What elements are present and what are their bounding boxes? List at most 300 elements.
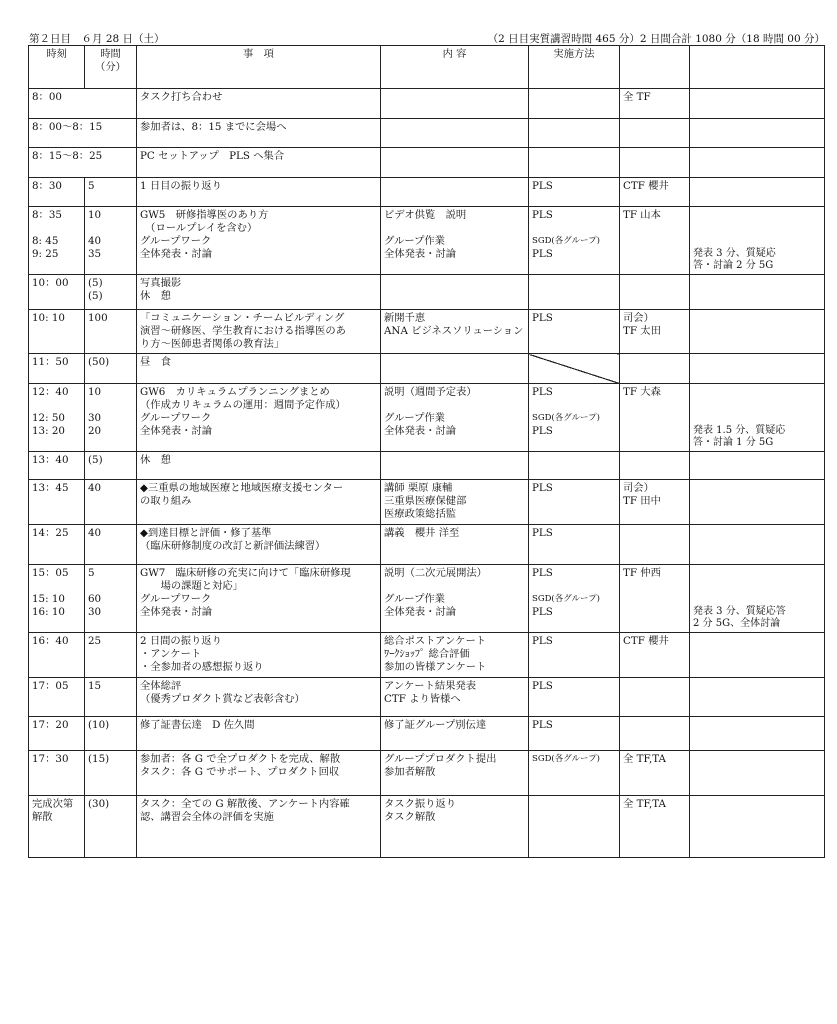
cell-method — [529, 310, 620, 354]
cell-staff — [620, 178, 690, 207]
cell-staff — [620, 119, 690, 148]
cell-note — [690, 275, 825, 310]
col-header-staff — [620, 46, 690, 89]
col-header-time: 時刻 — [29, 46, 85, 89]
cell-method — [529, 89, 620, 119]
cell-method — [529, 751, 620, 796]
col-header-duration-line: （分） — [95, 61, 126, 73]
cell-content — [381, 452, 529, 480]
cell-item-line: グループワーク — [140, 235, 212, 247]
cell-note-line — [693, 399, 821, 412]
cell-staff — [620, 525, 690, 565]
cell-item — [137, 354, 381, 384]
cell-time-line: 16: 10 — [32, 606, 65, 618]
cell-duration-line: (30) — [88, 798, 110, 810]
table-row — [29, 119, 825, 148]
cell-content — [381, 178, 529, 207]
cell-content-line — [384, 580, 525, 593]
cell-method-line: SGD(各グループ) — [532, 236, 600, 246]
cell-item-line: 1 日目の振り返り — [140, 180, 222, 192]
cell-note — [690, 565, 825, 633]
cell-time — [29, 354, 85, 384]
cell-time — [29, 310, 85, 354]
cell-method-line: PLS — [532, 527, 553, 539]
cell-time — [29, 751, 85, 796]
cell-item — [137, 717, 381, 751]
cell-content — [381, 207, 529, 275]
cell-time-line: 8：00〜8：15 — [32, 121, 103, 133]
cell-item-line: の取り組み — [140, 495, 192, 507]
cell-content-line: 説明（週間予定表） — [384, 386, 477, 398]
cell-content-line: 三重県医療保健部 — [384, 495, 467, 507]
cell-item-line: グループワーク — [140, 593, 212, 605]
cell-note — [690, 525, 825, 565]
table-row — [29, 207, 825, 275]
cell-content — [381, 384, 529, 452]
cell-staff — [620, 89, 690, 119]
cell-content-line: 全体発表・討論 — [384, 248, 457, 260]
cell-item — [137, 452, 381, 480]
cell-content — [381, 633, 529, 678]
table-row — [29, 275, 825, 310]
cell-duration — [85, 310, 137, 354]
cell-time-line: 13：45 — [32, 482, 69, 494]
cell-content-line: 修了証グループ別伝達 — [384, 719, 487, 731]
cell-item-line: （優秀プロダクト賞など表彰含む） — [140, 693, 305, 705]
cell-duration-line: (50) — [88, 356, 110, 368]
cell-time-line: 10: 10 — [32, 312, 65, 324]
cell-note — [690, 178, 825, 207]
cell-duration-line: 5 — [88, 180, 95, 192]
cell-duration-line — [88, 222, 133, 235]
cell-time-line: 15: 10 — [32, 593, 65, 605]
cell-staff — [620, 717, 690, 751]
cell-duration-line — [88, 399, 133, 412]
cell-time — [29, 565, 85, 633]
cell-content — [381, 751, 529, 796]
cell-duration-line: 30 — [88, 412, 102, 424]
cell-content — [381, 717, 529, 751]
cell-note-line: 発表 3 分、質疑応答 — [693, 606, 786, 617]
page-header-date: 第２日目 ６月 28 日（土） — [29, 33, 165, 45]
table-row — [29, 148, 825, 178]
cell-method-line: PLS — [532, 425, 553, 437]
cell-method-line: PLS — [532, 606, 553, 618]
cell-item — [137, 751, 381, 796]
cell-time-line: 17：05 — [32, 680, 69, 692]
cell-duration — [85, 565, 137, 633]
table-row — [29, 310, 825, 354]
cell-time-line: 8：00 — [32, 91, 62, 103]
cell-content-line: 全体発表・討論 — [384, 425, 457, 437]
cell-content — [381, 148, 529, 178]
cell-time-line: 17：20 — [32, 719, 69, 731]
cell-method-line: PLS — [532, 248, 553, 260]
cell-method-line: SGD(各グループ) — [532, 754, 600, 764]
cell-time-line: 15：05 — [32, 567, 69, 579]
cell-content-line — [384, 222, 525, 235]
cell-method-line — [532, 580, 616, 593]
cell-note-line — [693, 386, 821, 399]
cell-method-line: SGD(各グループ) — [532, 413, 600, 423]
cell-staff — [620, 354, 690, 384]
cell-time-line: 8：30 — [32, 180, 62, 192]
cell-item — [137, 148, 381, 178]
table-row — [29, 384, 825, 452]
cell-item — [137, 796, 381, 858]
cell-item — [137, 89, 381, 119]
cell-item-line: GW7 臨床研修の充実に向けて「臨床研修現 — [140, 567, 351, 579]
cell-method — [529, 207, 620, 275]
cell-note — [690, 384, 825, 452]
cell-method — [529, 148, 620, 178]
cell-method-line: PLS — [532, 180, 553, 192]
cell-duration — [85, 678, 137, 717]
cell-item-line: GW6 カリキュラムプランニングまとめ — [140, 386, 330, 398]
cell-duration-line: (5) — [88, 290, 103, 302]
cell-time-line: 8: 45 — [32, 235, 59, 247]
cell-content — [381, 119, 529, 148]
cell-time — [29, 384, 85, 452]
cell-staff — [620, 633, 690, 678]
cell-time — [29, 452, 85, 480]
table-header-row — [29, 46, 825, 89]
cell-note-line: 発表 1.5 分、質疑応 — [693, 425, 786, 436]
cell-item-line: 「コミュニケーション・チームビルディング — [140, 312, 345, 324]
cell-content-line: 参加者解散 — [384, 766, 436, 778]
cell-method-line: SGD(各グループ) — [532, 594, 600, 604]
table-row — [29, 565, 825, 633]
cell-duration-line: 100 — [88, 312, 108, 324]
cell-duration-line: 40 — [88, 235, 102, 247]
cell-time-line: 12: 50 — [32, 412, 65, 424]
cell-content-line: 新開千恵 — [384, 312, 426, 324]
cell-content-line: グループプロダクト提出 — [384, 753, 497, 765]
cell-staff-line: TF 仲西 — [623, 567, 661, 579]
cell-staff-line: CTF 櫻井 — [623, 180, 669, 192]
cell-item — [137, 525, 381, 565]
cell-content-line: タスク振り返り — [384, 798, 457, 810]
cell-time-line: 11：50 — [32, 356, 69, 368]
cell-method — [529, 678, 620, 717]
cell-item-line: タスク：各 G でサポート、プロダクト回収 — [140, 766, 340, 778]
cell-time — [29, 89, 137, 119]
cell-note — [690, 89, 825, 119]
cell-method-line: PLS — [532, 209, 553, 221]
cell-item-line: タスク：全ての G 解散後、アンケート内容確 — [140, 798, 350, 810]
cell-duration — [85, 207, 137, 275]
cell-staff-line: TF 太田 — [623, 325, 661, 337]
table-row — [29, 354, 825, 384]
page-header-total-time: （2 日目実質講習時間 465 分）2 日間合計 1080 分（18 時間 00 分） — [487, 33, 825, 45]
table-row — [29, 678, 825, 717]
cell-time — [29, 796, 85, 858]
cell-time — [29, 178, 85, 207]
cell-item-line: 場の課題と対応」 — [140, 580, 243, 592]
cell-note — [690, 678, 825, 717]
cell-content-line: タスク解散 — [384, 811, 436, 823]
cell-method — [529, 565, 620, 633]
table-row — [29, 452, 825, 480]
cell-content — [381, 275, 529, 310]
cell-time-line: 13：40 — [32, 454, 69, 466]
cell-content — [381, 354, 529, 384]
cell-item-line: 写真撮影 — [140, 277, 182, 289]
cell-content-line: 全体発表・討論 — [384, 606, 457, 618]
cell-note-line — [693, 412, 821, 425]
cell-content-line: グループ作業 — [384, 412, 445, 424]
cell-duration — [85, 480, 137, 525]
cell-item-line: GW5 研修指導医のあり方 — [140, 209, 269, 221]
cell-content — [381, 310, 529, 354]
cell-content-line: 参加の皆様アンケート — [384, 661, 487, 673]
table-row — [29, 480, 825, 525]
cell-time-line: 解散 — [32, 811, 53, 823]
cell-time — [29, 525, 85, 565]
cell-content-line: アンケート結果発表 — [384, 680, 477, 692]
cell-staff — [620, 796, 690, 858]
cell-note — [690, 796, 825, 858]
cell-note — [690, 310, 825, 354]
cell-method — [529, 178, 620, 207]
cell-item-line: 全体総評 — [140, 680, 182, 692]
cell-note-line: 答・討論 1 分 5G — [693, 437, 774, 448]
cell-item-line: （作成カリキュラムの運用：週間予定作成） — [140, 399, 346, 411]
cell-duration-line: 5 — [88, 567, 95, 579]
cell-staff — [620, 384, 690, 452]
cell-time-line: 12：40 — [32, 386, 69, 398]
cell-staff-line: 司会） — [623, 312, 654, 324]
cell-content-line: 説明（二次元展開法） — [384, 567, 487, 579]
cell-method — [529, 275, 620, 310]
cell-item — [137, 678, 381, 717]
cell-duration-line: (10) — [88, 719, 110, 731]
cell-time-line: 8：35 — [32, 209, 62, 221]
cell-content-line: ﾜｰｸｼｮｯﾌﾟ 総合評価 — [384, 648, 470, 660]
cell-item — [137, 480, 381, 525]
cell-time-line: 14：25 — [32, 527, 69, 539]
cell-content — [381, 480, 529, 525]
cell-time-line: 9: 25 — [32, 248, 59, 260]
cell-duration — [85, 452, 137, 480]
cell-time — [29, 480, 85, 525]
cell-time-line: 10：00 — [32, 277, 69, 289]
cell-method — [529, 452, 620, 480]
table-row — [29, 796, 825, 858]
cell-staff — [620, 480, 690, 525]
cell-time-line — [32, 399, 81, 412]
cell-item-line: 休 憩 — [140, 290, 171, 302]
cell-note-line — [693, 593, 821, 606]
cell-time-line: 完成次第 — [32, 798, 74, 810]
cell-note-line: 2 分 5G、全体討論 — [693, 618, 781, 629]
col-header-duration — [85, 46, 137, 89]
cell-duration-line: 10 — [88, 209, 102, 221]
cell-content-line: 講義 櫻井 洋至 — [384, 527, 460, 539]
cell-content — [381, 89, 529, 119]
cell-item — [137, 178, 381, 207]
cell-time-line: 16：40 — [32, 635, 69, 647]
col-header-duration-line: 時間 — [100, 48, 121, 60]
cell-staff-line: TF 田中 — [623, 495, 661, 507]
cell-content-line — [384, 399, 525, 412]
cell-content-line: グループ作業 — [384, 593, 445, 605]
cell-duration — [85, 717, 137, 751]
cell-content-line: グループ作業 — [384, 235, 445, 247]
cell-note — [690, 633, 825, 678]
cell-item-line: ◆到達目標と評価・修了基準 — [140, 527, 272, 539]
cell-content-line: ANA ビジネスソリューション — [384, 325, 524, 337]
cell-duration-line: 15 — [88, 680, 102, 692]
cell-staff — [620, 310, 690, 354]
cell-content-line: ビデオ供覧 説明 — [384, 209, 467, 221]
cell-method-line: PLS — [532, 680, 553, 692]
cell-duration-line: (15) — [88, 753, 110, 765]
cell-item-line: 全体発表・討論 — [140, 606, 213, 618]
cell-staff-line: TF 大森 — [623, 386, 661, 398]
cell-note — [690, 452, 825, 480]
schedule-table — [28, 45, 825, 858]
cell-note-line — [693, 222, 821, 235]
cell-method — [529, 354, 620, 384]
cell-duration — [85, 354, 137, 384]
table-row — [29, 525, 825, 565]
cell-content — [381, 678, 529, 717]
cell-method — [529, 796, 620, 858]
cell-item-line: （臨床研修制度の改訂と新評価法練習） — [140, 540, 326, 552]
cell-duration — [85, 751, 137, 796]
col-header-content: 内 容 — [381, 46, 529, 89]
cell-item-line: 休 憩 — [140, 454, 171, 466]
cell-time-line: 8：15〜8：25 — [32, 150, 103, 162]
cell-duration — [85, 633, 137, 678]
cell-note — [690, 751, 825, 796]
cell-item-line: 昼 食 — [140, 356, 171, 368]
cell-item — [137, 207, 381, 275]
cell-item-line: グループワーク — [140, 412, 212, 424]
cell-duration-line: 10 — [88, 386, 102, 398]
cell-duration — [85, 275, 137, 310]
cell-time — [29, 275, 85, 310]
cell-item — [137, 633, 381, 678]
cell-note — [690, 354, 825, 384]
cell-staff-line: TF 山本 — [623, 209, 661, 221]
cell-staff-line: CTF 櫻井 — [623, 635, 669, 647]
cell-note — [690, 207, 825, 275]
cell-duration-line: 20 — [88, 425, 102, 437]
cell-method-line: PLS — [532, 312, 553, 324]
cell-time-line — [32, 222, 81, 235]
cell-duration-line: 60 — [88, 593, 102, 605]
cell-duration-line: 35 — [88, 248, 102, 260]
cell-content — [381, 525, 529, 565]
cell-item-line: 修了証書伝達 D 佐久間 — [140, 719, 255, 731]
cell-item-line: タスク打ち合わせ — [140, 91, 223, 103]
table-row — [29, 178, 825, 207]
cell-method-line — [532, 399, 616, 412]
cell-note-line: 答・討論 2 分 5G — [693, 260, 774, 271]
cell-duration-line: 30 — [88, 606, 102, 618]
cell-note-line: 発表 3 分、質疑応 — [693, 248, 776, 259]
cell-item-line: 全体発表・討論 — [140, 425, 213, 437]
cell-method — [529, 119, 620, 148]
cell-time — [29, 207, 85, 275]
cell-method — [529, 480, 620, 525]
cell-duration — [85, 178, 137, 207]
cell-duration — [85, 796, 137, 858]
cell-item-line: （ロールプレイを含む） — [140, 222, 258, 234]
cell-time — [29, 678, 85, 717]
cell-note-line — [693, 235, 821, 248]
cell-staff — [620, 148, 690, 178]
cell-item-line: ・全参加者の感想振り返り — [140, 661, 264, 673]
cell-duration-line: (5) — [88, 277, 103, 289]
cell-method — [529, 525, 620, 565]
cell-method-line: PLS — [532, 567, 553, 579]
table-row — [29, 751, 825, 796]
cell-duration-line: 25 — [88, 635, 102, 647]
cell-item — [137, 565, 381, 633]
cell-item — [137, 275, 381, 310]
cell-note — [690, 717, 825, 751]
cell-item — [137, 119, 381, 148]
cell-staff — [620, 275, 690, 310]
cell-content — [381, 565, 529, 633]
col-header-method: 実施方法 — [529, 46, 620, 89]
cell-item-line: 演習〜研修医、学生教育における指導医のあ — [140, 325, 346, 337]
cell-time-line: 13: 20 — [32, 425, 65, 437]
cell-staff-line: 全 TF — [623, 91, 651, 103]
cell-time — [29, 148, 137, 178]
cell-duration-line: 40 — [88, 482, 102, 494]
cell-content-line: 総合ポストアンケート — [384, 635, 487, 647]
cell-note — [690, 480, 825, 525]
cell-note — [690, 148, 825, 178]
cell-item-line: 参加者は、8：15 までに会場へ — [140, 121, 287, 133]
cell-item-line: り方〜医師患者関係の教育法」 — [140, 338, 285, 350]
cell-staff — [620, 565, 690, 633]
cell-item-line: PC セットアップ PLS へ集合 — [140, 150, 285, 162]
cell-content-line: 講師 栗原 康輔 — [384, 482, 453, 494]
cell-item — [137, 384, 381, 452]
cell-duration-line — [88, 580, 133, 593]
cell-duration-line: 40 — [88, 527, 102, 539]
cell-duration — [85, 525, 137, 565]
cell-item-line: ・アンケート — [140, 648, 202, 660]
cell-staff — [620, 751, 690, 796]
table-row — [29, 633, 825, 678]
cell-method-line — [532, 222, 616, 235]
cell-time — [29, 717, 85, 751]
cell-time-line — [32, 580, 81, 593]
cell-time-line: 17：30 — [32, 753, 69, 765]
cell-note-line — [693, 567, 821, 580]
cell-duration — [85, 384, 137, 452]
cell-method — [529, 717, 620, 751]
cell-method — [529, 384, 620, 452]
cell-item-line: 全体発表・討論 — [140, 248, 213, 260]
cell-item — [137, 310, 381, 354]
cell-staff-line: 司会） — [623, 482, 654, 494]
cell-staff — [620, 678, 690, 717]
cell-note — [690, 119, 825, 148]
cell-item-line: 認、講習会全体の評価を実施 — [140, 811, 274, 823]
cell-item-line: ◆三重県の地域医療と地域医療支援センター — [140, 482, 344, 494]
cell-item-line: 参加者：各 G で全プロダクトを完成、解散 — [140, 753, 341, 765]
cell-staff — [620, 207, 690, 275]
cell-item-line: 2 日間の振り返り — [140, 635, 222, 647]
table-row — [29, 717, 825, 751]
